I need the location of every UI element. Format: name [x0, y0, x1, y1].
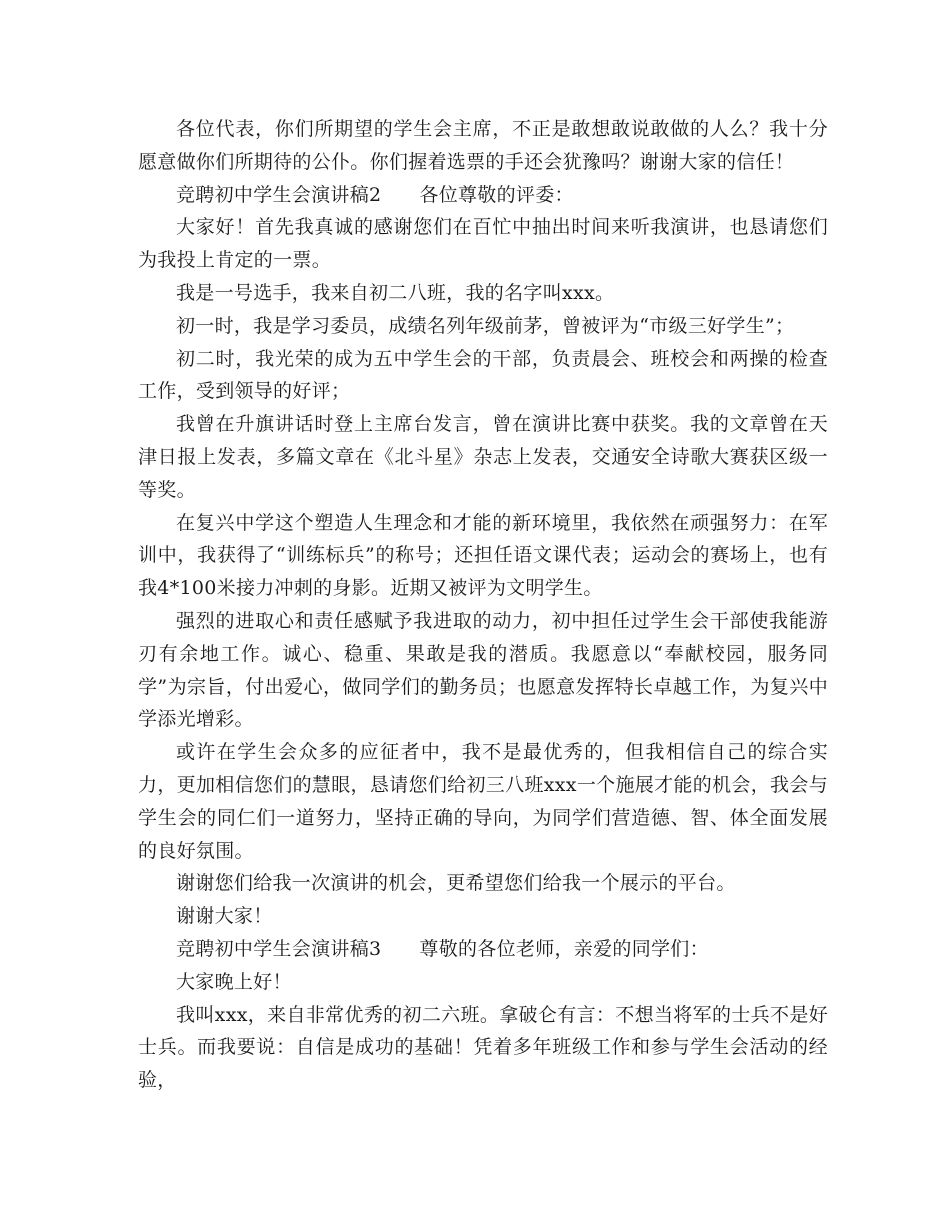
paragraph: 大家晚上好！: [176, 970, 292, 993]
speech-heading: [138, 933, 828, 966]
paragraph: 我是一号选手，我来自初二八班，我的名字叫xxx。: [176, 281, 615, 304]
speech-heading: [138, 179, 828, 212]
document-body: [138, 113, 828, 1097]
paragraph: 初一时，我是学习委员，成绩名列年级前茅，曾被评为“市级三好学生”；: [176, 314, 795, 337]
paragraph: 或许在学生会众多的应征者中，我不是最优秀的，但我相信自己的综合实力，更加相信您们的慧眼，恳请您们给初三八班xxx一个施展才能的机会，我会与学生会的同仁们一道努力，坚持正确的导向，为同学们营造德、智、体全面发展的良好氛围。: [138, 741, 828, 862]
paragraph: 谢谢大家！: [176, 905, 273, 928]
speech-greeting: 各位尊敬的评委：: [419, 183, 574, 206]
paragraph: 谢谢您们给我一次演讲的机会，更希望您们给我一个展示的平台。: [176, 872, 736, 895]
paragraph: 初二时，我光荣的成为五中学生会的干部，负责晨会、班校会和两操的检查工作，受到领导的好评；: [138, 347, 828, 403]
paragraph: 大家好！首先我真诚的感谢您们在百忙中抽出时间来听我演讲，也恳请您们为我投上肯定的一票。: [138, 216, 828, 272]
paragraph: 我曾在升旗讲话时登上主席台发言，曾在演讲比赛中获奖。我的文章曾在天津日报上发表，多篇文章在《北斗星》杂志上发表，交通安全诗歌大赛获区级一等奖。: [138, 413, 828, 501]
speech-greeting: 尊敬的各位老师，亲爱的同学们：: [419, 937, 709, 960]
paragraph: 强烈的进取心和责任感赋予我进取的动力，初中担任过学生会干部使我能游刃有余地工作。诚心、稳重、果敢是我的潜质。我愿意以“奉献校园，服务同学”为宗旨，付出爱心，做同学们的勤务员；也愿意发挥特长卓越工作，为复兴中学添光增彩。: [138, 609, 828, 731]
paragraph: 我叫xxx，来自非常优秀的初二六班。拿破仑有言：不想当将军的士兵不是好士兵。而我要说：自信是成功的基础！凭着多年班级工作和参与学生会活动的经验，: [138, 1003, 828, 1092]
speech-title: 竞聘初中学生会演讲稿3: [176, 937, 382, 960]
speech-title: 竞聘初中学生会演讲稿2: [176, 183, 382, 206]
paragraph: 各位代表，你们所期望的学生会主席，不正是敢想敢说敢做的人么？我十分愿意做你们所期待的公仆。你们握着选票的手还会犹豫吗？谢谢大家的信任！: [138, 118, 828, 173]
paragraph: 在复兴中学这个塑造人生理念和才能的新环境里，我依然在顽强努力：在军训中，我获得了“训练标兵”的称号；还担任语文课代表；运动会的赛场上，也有我4*100米接力冲刺的身影。近期又被评为文明学生。: [138, 511, 828, 600]
